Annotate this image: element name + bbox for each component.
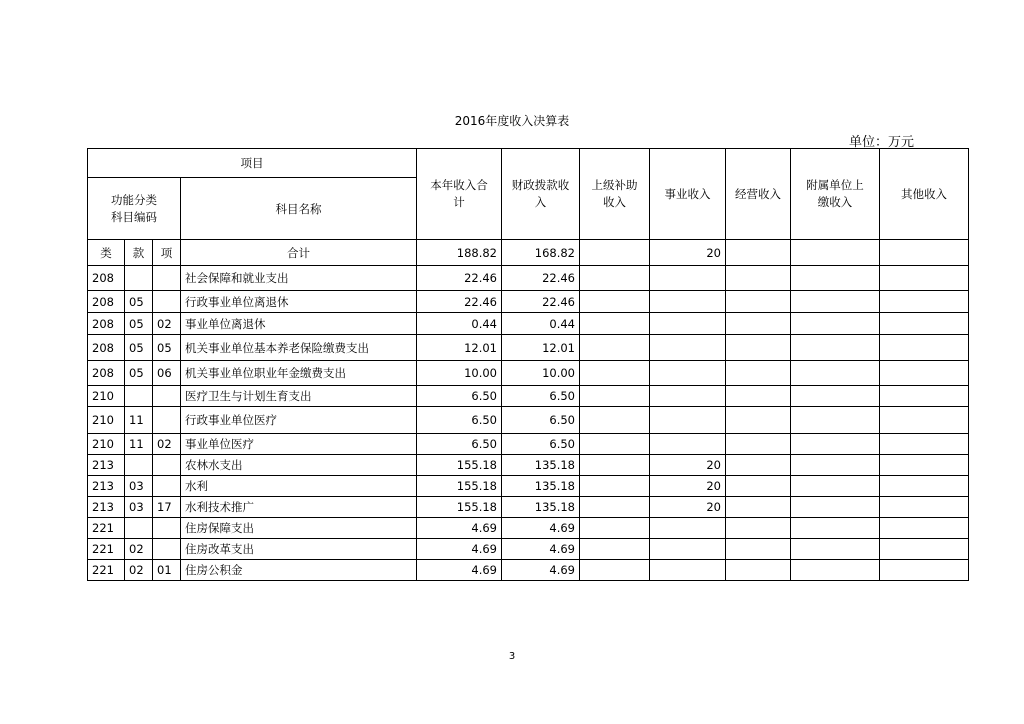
table-row: [88, 560, 969, 581]
xiang-header: 项: [153, 240, 181, 266]
code-lei-cell: 208: [88, 361, 125, 386]
affiliated-income-cell: [791, 539, 880, 560]
fiscal-allocation-cell: 4.69: [502, 560, 580, 581]
total-income-header: 本年收入合 计: [417, 149, 502, 240]
code-xiang-cell: [153, 386, 181, 407]
code-lei-cell: 208: [88, 313, 125, 335]
code-lei-cell: 210: [88, 434, 125, 455]
code-kuan-cell: 05: [125, 291, 153, 313]
superior-subsidy-cell: [580, 560, 650, 581]
code-lei-cell: 208: [88, 266, 125, 291]
subject-name-cell: 住房改革支出: [181, 539, 417, 560]
subject-name-cell: 农林水支出: [181, 455, 417, 476]
code-lei-cell: 208: [88, 335, 125, 361]
code-kuan-cell: 03: [125, 476, 153, 497]
subject-name-cell: 机关事业单位基本养老保险缴费支出: [181, 335, 417, 361]
operating-income-cell: [726, 434, 791, 455]
table-row: [88, 313, 969, 335]
operating-income-cell: [726, 455, 791, 476]
code-lei-cell: 208: [88, 291, 125, 313]
table-row: [88, 455, 969, 476]
subject-name-cell: 行政事业单位医疗: [181, 407, 417, 434]
operating-income-cell: [726, 539, 791, 560]
superior-subsidy-cell: [580, 497, 650, 518]
total-income-cell: 12.01: [417, 335, 502, 361]
total-income-cell: 155.18: [417, 476, 502, 497]
fiscal-allocation-cell: 10.00: [502, 361, 580, 386]
code-xiang-cell: [153, 455, 181, 476]
total-income-value: 188.82: [417, 240, 502, 266]
code-lei-cell: 221: [88, 539, 125, 560]
table-row: [88, 407, 969, 434]
affiliated-income-cell: [791, 455, 880, 476]
operating-income-cell: [726, 518, 791, 539]
total-fiscal-value: 168.82: [502, 240, 580, 266]
code-kuan-cell: 02: [125, 560, 153, 581]
table-row: [88, 518, 969, 539]
code-kuan-cell: 03: [125, 497, 153, 518]
affiliated-income-cell: [791, 266, 880, 291]
subject-name-cell: 医疗卫生与计划生育支出: [181, 386, 417, 407]
affiliated-income-cell: [791, 560, 880, 581]
code-lei-cell: 221: [88, 560, 125, 581]
code-xiang-cell: [153, 407, 181, 434]
kuan-header: 款: [125, 240, 153, 266]
superior-subsidy-cell: [580, 455, 650, 476]
fiscal-allocation-cell: 4.69: [502, 539, 580, 560]
fiscal-allocation-cell: 135.18: [502, 476, 580, 497]
other-income-cell: [880, 497, 969, 518]
fiscal-allocation-cell: 12.01: [502, 335, 580, 361]
subject-name-cell: 机关事业单位职业年金缴费支出: [181, 361, 417, 386]
other-income-cell: [880, 313, 969, 335]
total-income-cell: 0.44: [417, 313, 502, 335]
affiliated-income-cell: [791, 386, 880, 407]
business-income-cell: [650, 386, 726, 407]
code-xiang-cell: [153, 291, 181, 313]
business-income-cell: [650, 434, 726, 455]
total-income-cell: 22.46: [417, 291, 502, 313]
business-income-cell: 20: [650, 476, 726, 497]
header-row-1: [88, 149, 969, 178]
superior-subsidy-cell: [580, 386, 650, 407]
total-income-cell: 4.69: [417, 539, 502, 560]
operating-income-cell: [726, 313, 791, 335]
subject-name-cell: 事业单位离退休: [181, 313, 417, 335]
total-income-cell: 6.50: [417, 386, 502, 407]
total-income-cell: 6.50: [417, 434, 502, 455]
code-xiang-cell: 01: [153, 560, 181, 581]
superior-subsidy-header: 上级补助 收入: [580, 149, 650, 240]
operating-income-cell: [726, 266, 791, 291]
operating-income-cell: [726, 476, 791, 497]
table-row: [88, 497, 969, 518]
code-kuan-cell: [125, 266, 153, 291]
code-kuan-cell: 11: [125, 407, 153, 434]
operating-income-cell: [726, 497, 791, 518]
table-row: [88, 386, 969, 407]
total-superior-value: [580, 240, 650, 266]
fiscal-allocation-cell: 6.50: [502, 407, 580, 434]
affiliated-income-header: 附属单位上 缴收入: [791, 149, 880, 240]
subject-name-cell: 事业单位医疗: [181, 434, 417, 455]
fiscal-allocation-cell: 135.18: [502, 455, 580, 476]
function-code-header: 功能分类 科目编码: [88, 178, 181, 240]
subject-name-cell: 行政事业单位离退休: [181, 291, 417, 313]
code-xiang-cell: 05: [153, 335, 181, 361]
code-kuan-cell: [125, 455, 153, 476]
fiscal-allocation-cell: 0.44: [502, 313, 580, 335]
affiliated-income-cell: [791, 291, 880, 313]
other-income-cell: [880, 560, 969, 581]
code-xiang-cell: [153, 539, 181, 560]
superior-subsidy-cell: [580, 434, 650, 455]
fiscal-allocation-cell: 6.50: [502, 434, 580, 455]
fiscal-allocation-cell: 6.50: [502, 386, 580, 407]
code-kuan-cell: [125, 386, 153, 407]
total-label: 合计: [181, 240, 417, 266]
business-income-cell: [650, 539, 726, 560]
table-row: [88, 361, 969, 386]
business-income-cell: [650, 266, 726, 291]
other-income-cell: [880, 291, 969, 313]
business-income-cell: [650, 291, 726, 313]
total-business-value: 20: [650, 240, 726, 266]
page-number: 3: [508, 651, 516, 662]
table-row: [88, 335, 969, 361]
total-income-cell: 4.69: [417, 518, 502, 539]
operating-income-header: 经营收入: [726, 149, 791, 240]
affiliated-income-cell: [791, 497, 880, 518]
operating-income-cell: [726, 335, 791, 361]
other-income-header: 其他收入: [880, 149, 969, 240]
superior-subsidy-cell: [580, 361, 650, 386]
code-lei-cell: 213: [88, 476, 125, 497]
code-xiang-cell: [153, 266, 181, 291]
affiliated-income-cell: [791, 313, 880, 335]
operating-income-cell: [726, 407, 791, 434]
code-lei-cell: 210: [88, 386, 125, 407]
superior-subsidy-cell: [580, 407, 650, 434]
superior-subsidy-cell: [580, 313, 650, 335]
table-row: [88, 291, 969, 313]
total-income-cell: 22.46: [417, 266, 502, 291]
income-table: [87, 148, 969, 581]
fiscal-allocation-cell: 4.69: [502, 518, 580, 539]
code-lei-cell: 221: [88, 518, 125, 539]
superior-subsidy-cell: [580, 266, 650, 291]
code-lei-cell: 210: [88, 407, 125, 434]
other-income-cell: [880, 539, 969, 560]
business-income-cell: [650, 361, 726, 386]
code-xiang-cell: 02: [153, 434, 181, 455]
code-xiang-cell: 06: [153, 361, 181, 386]
other-income-cell: [880, 335, 969, 361]
table-row: [88, 266, 969, 291]
table-row: [88, 539, 969, 560]
code-lei-cell: 213: [88, 497, 125, 518]
other-income-cell: [880, 407, 969, 434]
business-income-header: 事业收入: [650, 149, 726, 240]
superior-subsidy-cell: [580, 335, 650, 361]
superior-subsidy-cell: [580, 476, 650, 497]
superior-subsidy-cell: [580, 518, 650, 539]
document-title: 2016年度收入决算表: [454, 114, 570, 128]
fiscal-allocation-cell: 22.46: [502, 291, 580, 313]
affiliated-income-cell: [791, 518, 880, 539]
code-kuan-cell: 05: [125, 335, 153, 361]
business-income-cell: 20: [650, 455, 726, 476]
total-row: [88, 240, 969, 266]
affiliated-income-cell: [791, 361, 880, 386]
other-income-cell: [880, 476, 969, 497]
subject-name-cell: 社会保障和就业支出: [181, 266, 417, 291]
total-income-cell: 155.18: [417, 455, 502, 476]
other-income-cell: [880, 361, 969, 386]
business-income-cell: [650, 407, 726, 434]
table-row: [88, 434, 969, 455]
code-kuan-cell: 02: [125, 539, 153, 560]
total-income-cell: 4.69: [417, 560, 502, 581]
superior-subsidy-cell: [580, 291, 650, 313]
business-income-cell: [650, 335, 726, 361]
code-xiang-cell: [153, 518, 181, 539]
business-income-cell: [650, 518, 726, 539]
business-income-cell: 20: [650, 497, 726, 518]
total-income-cell: 10.00: [417, 361, 502, 386]
affiliated-income-cell: [791, 434, 880, 455]
subject-name-cell: 水利技术推广: [181, 497, 417, 518]
code-xiang-cell: 02: [153, 313, 181, 335]
total-affiliated-value: [791, 240, 880, 266]
operating-income-cell: [726, 291, 791, 313]
affiliated-income-cell: [791, 407, 880, 434]
subject-name-cell: 住房保障支出: [181, 518, 417, 539]
subject-name-cell: 住房公积金: [181, 560, 417, 581]
total-other-value: [880, 240, 969, 266]
operating-income-cell: [726, 560, 791, 581]
superior-subsidy-cell: [580, 539, 650, 560]
other-income-cell: [880, 386, 969, 407]
business-income-cell: [650, 313, 726, 335]
code-kuan-cell: 05: [125, 361, 153, 386]
operating-income-cell: [726, 386, 791, 407]
fiscal-allocation-cell: 22.46: [502, 266, 580, 291]
table-row: [88, 476, 969, 497]
total-income-cell: 6.50: [417, 407, 502, 434]
fiscal-allocation-header: 财政拨款收 入: [502, 149, 580, 240]
total-income-cell: 155.18: [417, 497, 502, 518]
subject-name-header: 科目名称: [181, 178, 417, 240]
code-kuan-cell: [125, 518, 153, 539]
code-lei-cell: 213: [88, 455, 125, 476]
total-operating-value: [726, 240, 791, 266]
affiliated-income-cell: [791, 476, 880, 497]
lei-header: 类: [88, 240, 125, 266]
code-kuan-cell: 05: [125, 313, 153, 335]
business-income-cell: [650, 560, 726, 581]
other-income-cell: [880, 266, 969, 291]
other-income-cell: [880, 518, 969, 539]
code-kuan-cell: 11: [125, 434, 153, 455]
other-income-cell: [880, 434, 969, 455]
operating-income-cell: [726, 361, 791, 386]
code-xiang-cell: 17: [153, 497, 181, 518]
other-income-cell: [880, 455, 969, 476]
subject-name-cell: 水利: [181, 476, 417, 497]
fiscal-allocation-cell: 135.18: [502, 497, 580, 518]
unit-label: 单位：万元: [848, 135, 914, 150]
affiliated-income-cell: [791, 335, 880, 361]
code-xiang-cell: [153, 476, 181, 497]
item-header: 项目: [88, 149, 417, 178]
